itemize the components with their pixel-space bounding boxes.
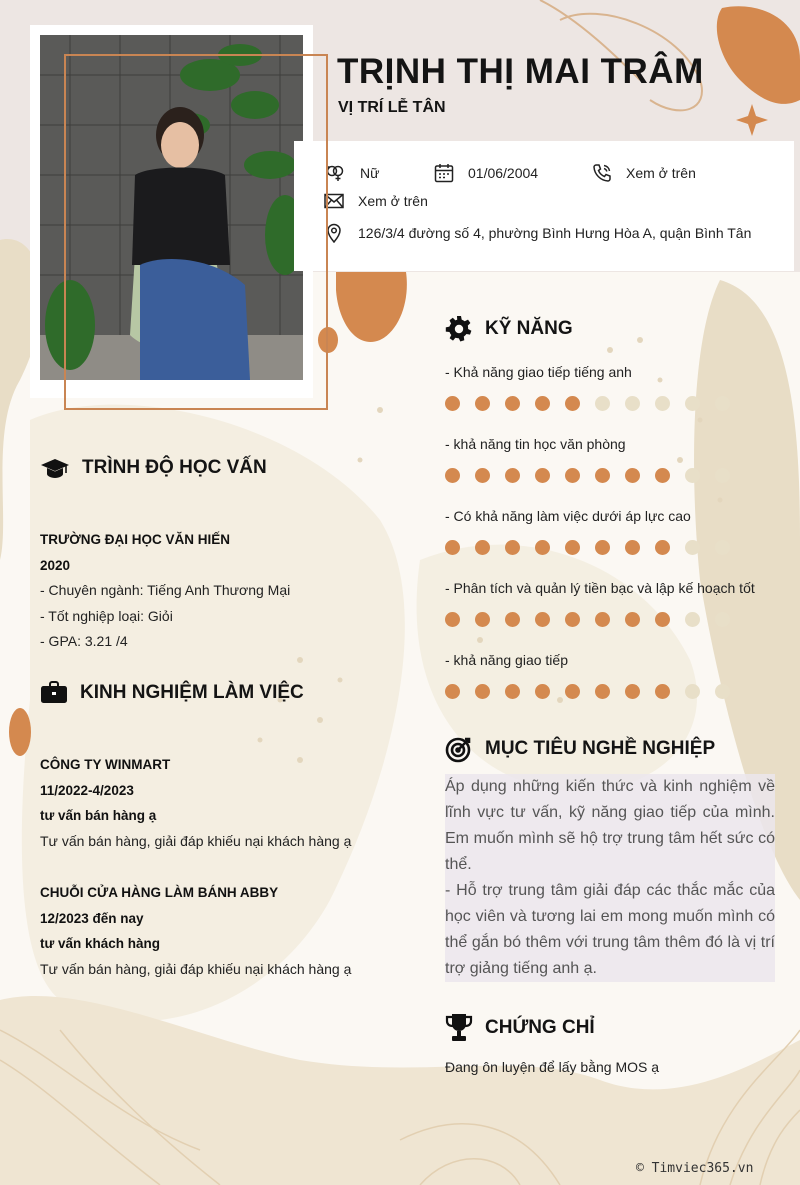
skill-dot-filled bbox=[475, 540, 490, 555]
skill-dot-filled bbox=[625, 684, 640, 699]
skill-dot-filled bbox=[565, 612, 580, 627]
skill-dot-filled bbox=[535, 396, 550, 411]
certificate-text: Đang ôn luyện để lấy bằng MOS ạ bbox=[445, 1059, 660, 1075]
skill-rating bbox=[445, 684, 745, 699]
skill-dot-filled bbox=[595, 612, 610, 627]
skill-dot-filled bbox=[655, 468, 670, 483]
skill-dot-filled bbox=[475, 468, 490, 483]
briefcase-icon bbox=[40, 681, 68, 705]
certificates-heading bbox=[445, 1013, 595, 1043]
skill-dot-filled bbox=[445, 684, 460, 699]
skill-label: - khả năng giao tiếp bbox=[445, 652, 568, 668]
experience-heading bbox=[40, 681, 304, 705]
skill-dot-empty bbox=[715, 540, 730, 555]
grade: - Tốt nghiệp loại: Giỏi bbox=[40, 607, 173, 624]
skill-dot-filled bbox=[475, 612, 490, 627]
skill-dot-empty bbox=[595, 396, 610, 411]
skill-label: - khả năng tin học văn phòng bbox=[445, 436, 626, 452]
personal-info-box bbox=[294, 141, 794, 271]
job-position: VỊ TRÍ LỄ TÂN bbox=[338, 99, 446, 116]
job-description: Tư vấn bán hàng, giải đáp khiếu nại khách hàng ạ bbox=[40, 960, 352, 977]
skill-dot-empty bbox=[715, 396, 730, 411]
graduation-year: 2020 bbox=[40, 557, 71, 573]
gpa: - GPA: 3.21 /4 bbox=[40, 633, 128, 649]
skill-dot-empty bbox=[685, 468, 700, 483]
skill-label: - Phân tích và quản lý tiền bạc và lập kế hoạch tốt bbox=[445, 580, 755, 596]
objective-paragraph: Áp dụng những kiến thức và kinh nghiệm về lĩnh vực tư vấn, kỹ năng giao tiếp của mình. Em muốn mình sẽ hộ trợ trung tâm hết sức có thể. bbox=[445, 774, 775, 878]
birthday-row bbox=[434, 163, 538, 183]
skill-rating bbox=[445, 396, 745, 411]
skill-dot-filled bbox=[565, 468, 580, 483]
job-entry bbox=[40, 752, 351, 854]
objective-title: MỤC TIÊU NGHỀ NGHIỆP bbox=[485, 738, 716, 759]
job-period: 12/2023 đến nay bbox=[40, 910, 144, 926]
company-name: CÔNG TY WINMART bbox=[40, 757, 171, 772]
skill-label: - Có khả năng làm việc dưới áp lực cao bbox=[445, 508, 691, 524]
skill-dot-filled bbox=[535, 612, 550, 627]
skill-dot-filled bbox=[535, 540, 550, 555]
skill-rating bbox=[445, 468, 745, 483]
gender-value: Nữ bbox=[360, 165, 380, 181]
skill-dot-filled bbox=[445, 540, 460, 555]
skill-dot-filled bbox=[475, 684, 490, 699]
skill-dot-empty bbox=[685, 684, 700, 699]
skills-heading bbox=[445, 315, 573, 343]
calendar-icon bbox=[434, 163, 454, 183]
skill-dot-filled bbox=[505, 468, 520, 483]
education-section bbox=[40, 527, 380, 655]
candidate-name: TRỊNH THỊ MAI TRÂM bbox=[337, 52, 704, 91]
skill-dot-filled bbox=[565, 684, 580, 699]
skill-dot-filled bbox=[565, 540, 580, 555]
skill-dot-filled bbox=[445, 468, 460, 483]
certificates-title: CHỨNG CHỈ bbox=[485, 1017, 595, 1038]
email-value: Xem ở trên bbox=[358, 193, 428, 209]
skill-dot-filled bbox=[505, 612, 520, 627]
objective-paragraph: - Hỗ trợ trung tâm giải đáp các thắc mắc của học viên và tương lai em mong muốn mình có thể gắn bó thêm với trung tâm thêm đó là vị trí trợ giảng tiếng anh ạ. bbox=[445, 878, 775, 982]
major: - Chuyên ngành: Tiếng Anh Thương Mại bbox=[40, 582, 291, 598]
trophy-icon bbox=[445, 1013, 473, 1043]
target-icon bbox=[445, 735, 473, 763]
phone-icon bbox=[592, 163, 612, 183]
skill-dot-filled bbox=[655, 540, 670, 555]
email-row bbox=[324, 193, 428, 209]
footer-watermark: © Timviec365.vn bbox=[636, 1161, 754, 1176]
education-heading bbox=[40, 456, 267, 480]
skill-dot-filled bbox=[595, 540, 610, 555]
job-period: 11/2022-4/2023 bbox=[40, 782, 134, 798]
skill-dot-filled bbox=[535, 684, 550, 699]
graduation-cap-icon bbox=[40, 456, 70, 480]
phone-row bbox=[592, 163, 696, 183]
skill-dot-empty bbox=[715, 684, 730, 699]
job-role: tư vấn khách hàng bbox=[40, 936, 161, 951]
skill-dot-empty bbox=[685, 612, 700, 627]
skill-dot-filled bbox=[655, 612, 670, 627]
skill-dot-filled bbox=[625, 612, 640, 627]
skill-dot-filled bbox=[625, 468, 640, 483]
skills-title: KỸ NĂNG bbox=[485, 318, 573, 339]
photo-outline bbox=[64, 54, 328, 410]
skill-dot-filled bbox=[625, 540, 640, 555]
gender-row bbox=[324, 163, 379, 183]
skill-dot-empty bbox=[685, 396, 700, 411]
skill-dot-filled bbox=[475, 396, 490, 411]
skill-dot-filled bbox=[595, 684, 610, 699]
skill-dot-filled bbox=[505, 684, 520, 699]
objective-text bbox=[445, 774, 775, 982]
skill-dot-filled bbox=[445, 612, 460, 627]
skill-dot-filled bbox=[505, 540, 520, 555]
skill-rating bbox=[445, 612, 745, 627]
gear-icon bbox=[445, 315, 473, 343]
birthday-value: 01/06/2004 bbox=[468, 165, 539, 181]
skill-dot-filled bbox=[595, 468, 610, 483]
objective-heading bbox=[445, 735, 715, 763]
skill-dot-filled bbox=[535, 468, 550, 483]
school-name: TRƯỜNG ĐẠI HỌC VĂN HIẾN bbox=[40, 532, 230, 547]
skill-dot-empty bbox=[715, 468, 730, 483]
skill-label: - Khả năng giao tiếp tiếng anh bbox=[445, 364, 632, 380]
education-title: TRÌNH ĐỘ HỌC VẤN bbox=[82, 457, 267, 478]
skill-dot-empty bbox=[625, 396, 640, 411]
skill-rating bbox=[445, 540, 745, 555]
skill-dot-empty bbox=[685, 540, 700, 555]
address-value: 126/3/4 đường số 4, phường Bình Hưng Hòa A, quận Bình Tân bbox=[358, 225, 752, 241]
skill-dot-empty bbox=[715, 612, 730, 627]
job-entry bbox=[40, 880, 351, 982]
skill-dot-empty bbox=[655, 396, 670, 411]
phone-value: Xem ở trên bbox=[626, 165, 696, 181]
skill-dot-filled bbox=[655, 684, 670, 699]
skill-dot-filled bbox=[565, 396, 580, 411]
address-row bbox=[324, 223, 751, 243]
company-name: CHUỖI CỬA HÀNG LÀM BÁNH ABBY bbox=[40, 885, 279, 900]
job-role: tư vấn bán hàng ạ bbox=[40, 808, 157, 823]
job-description: Tư vấn bán hàng, giải đáp khiếu nại khách hàng ạ bbox=[40, 832, 352, 849]
experience-title: KINH NGHIỆM LÀM VIỆC bbox=[80, 682, 304, 703]
skill-dot-filled bbox=[445, 396, 460, 411]
skill-dot-filled bbox=[505, 396, 520, 411]
